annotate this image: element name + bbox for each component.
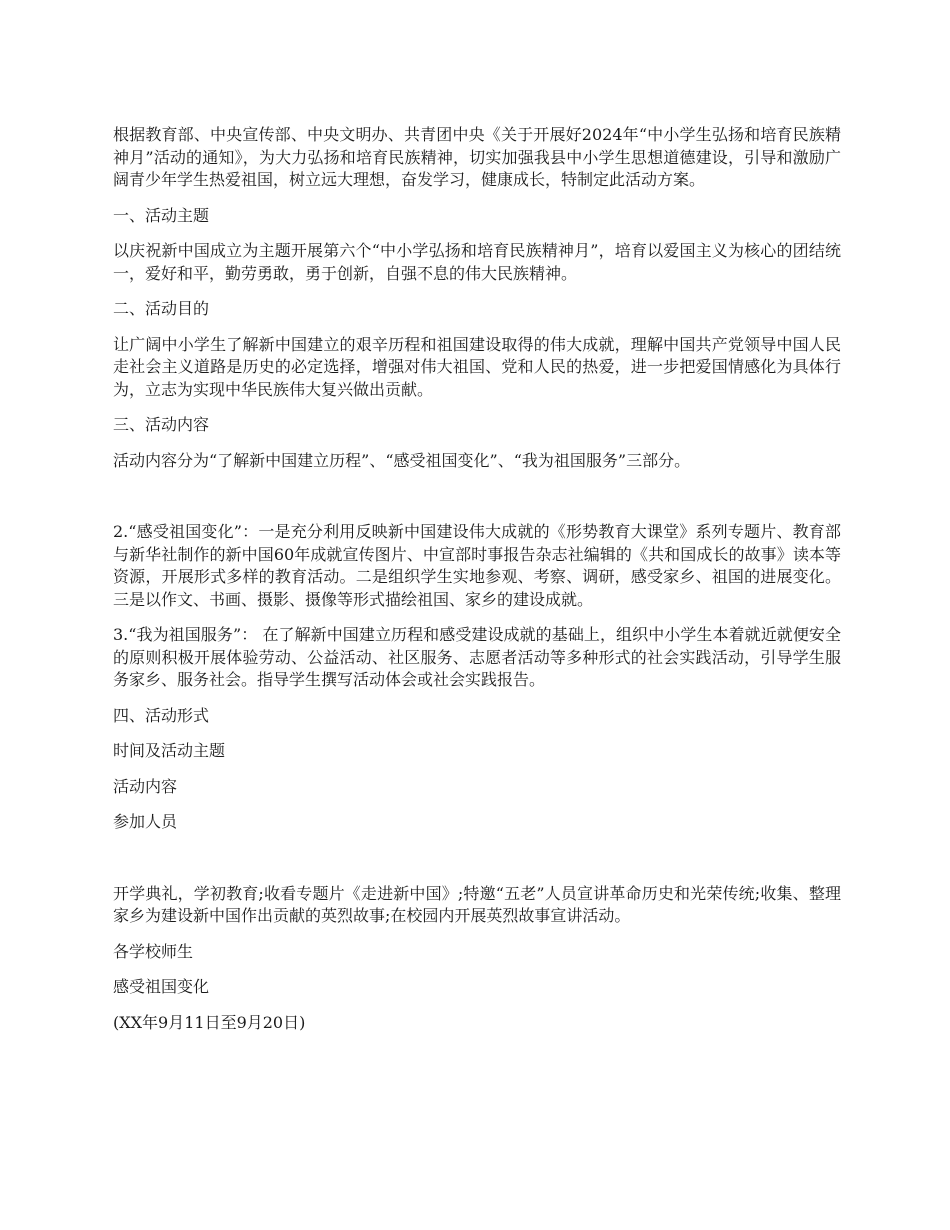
table-row-2-date: (XX年9月11日至9月20日)	[113, 1012, 306, 1032]
intro-paragraph: 根据教育部、中央宣传部、中央文明办、共青团中央《关于开展好2024年“中小学生弘扬和培育民族精神月”活动的通知》，为大力弘扬和培育民族精神，切实加强我县中小学生思想道德建设，引导和激励广阔青少年学生热爱祖国，树立远大理想，奋发学习，健康成长，特制定此活动方案。	[113, 125, 841, 189]
section-2-text: 让广阔中小学生了解新中国建立的艰辛历程和祖国建设取得的伟大成就，理解中国共产党领导中国人民走社会主义道路是历史的必定选择，增强对伟大祖国、党和人民的热爱，进一步把爱国情感化为具体行为，立志为实现中华民族伟大复兴做出贡献。	[113, 334, 841, 399]
document-body	[113, 124, 841, 1047]
table-row-content: 开学典礼，学初教育;收看专题片《走进新中国》;特邀“五老”人员宣讲革命历史和光荣传统;收集、整理家乡为建设新中国作出贡献的英烈故事;在校园内开展英烈故事宣讲活动。	[113, 883, 841, 925]
section-2-heading: 二、活动目的	[113, 299, 210, 318]
section-1-heading: 一、活动主题	[113, 205, 210, 225]
section-3-text: 活动内容分为“了解新中国建立历程”、“感受祖国变化”、“我为祖国服务”三部分。	[113, 450, 691, 470]
content-item-3: 3.“我为祖国服务”： 在了解新中国建立历程和感受建设成就的基础上，组织中小学生本着就近就便安全的原则积极开展体验劳动、公益活动、社区服务、志愿者活动等多种形式的社会实践活动，引导学生服务家乡、服务社会。指导学生撰写活动体会或社会实践报告。	[113, 625, 841, 689]
section-3-heading: 三、活动内容	[113, 415, 210, 434]
table-header-content: 活动内容	[113, 776, 178, 796]
table-row-2-theme: 感受祖国变化	[113, 977, 210, 996]
section-1-text: 以庆祝新中国成立为主题开展第六个“中小学弘扬和培育民族精神月”，培育以爱国主义为核心的团结统一，爱好和平，勤劳勇敢，勇于创新，自强不息的伟大民族精神。	[113, 241, 841, 283]
table-row-participants: 各学校师生	[113, 941, 194, 961]
table-header-participants: 参加人员	[113, 812, 178, 831]
content-item-2: 2.“感受祖国变化”：一是充分利用反映新中国建设伟大成就的《形势教育大课堂》系列专题片、教育部与新华社制作的新中国60年成就宣传图片、中宣部时事报告杂志社编辑的《共和国成长的故事》读本等资源，开展形式多样的教育活动。二是组织学生实地参观、考察、调研，感受家乡、祖国的进展变化。三是以作文、书画、摄影、摄像等形式描绘祖国、家乡的建设成就。	[113, 522, 841, 609]
blank-gap	[113, 847, 841, 883]
blank-gap	[113, 485, 841, 521]
section-4-heading: 四、活动形式	[113, 705, 210, 725]
table-header-time-theme: 时间及活动主题	[113, 741, 226, 760]
